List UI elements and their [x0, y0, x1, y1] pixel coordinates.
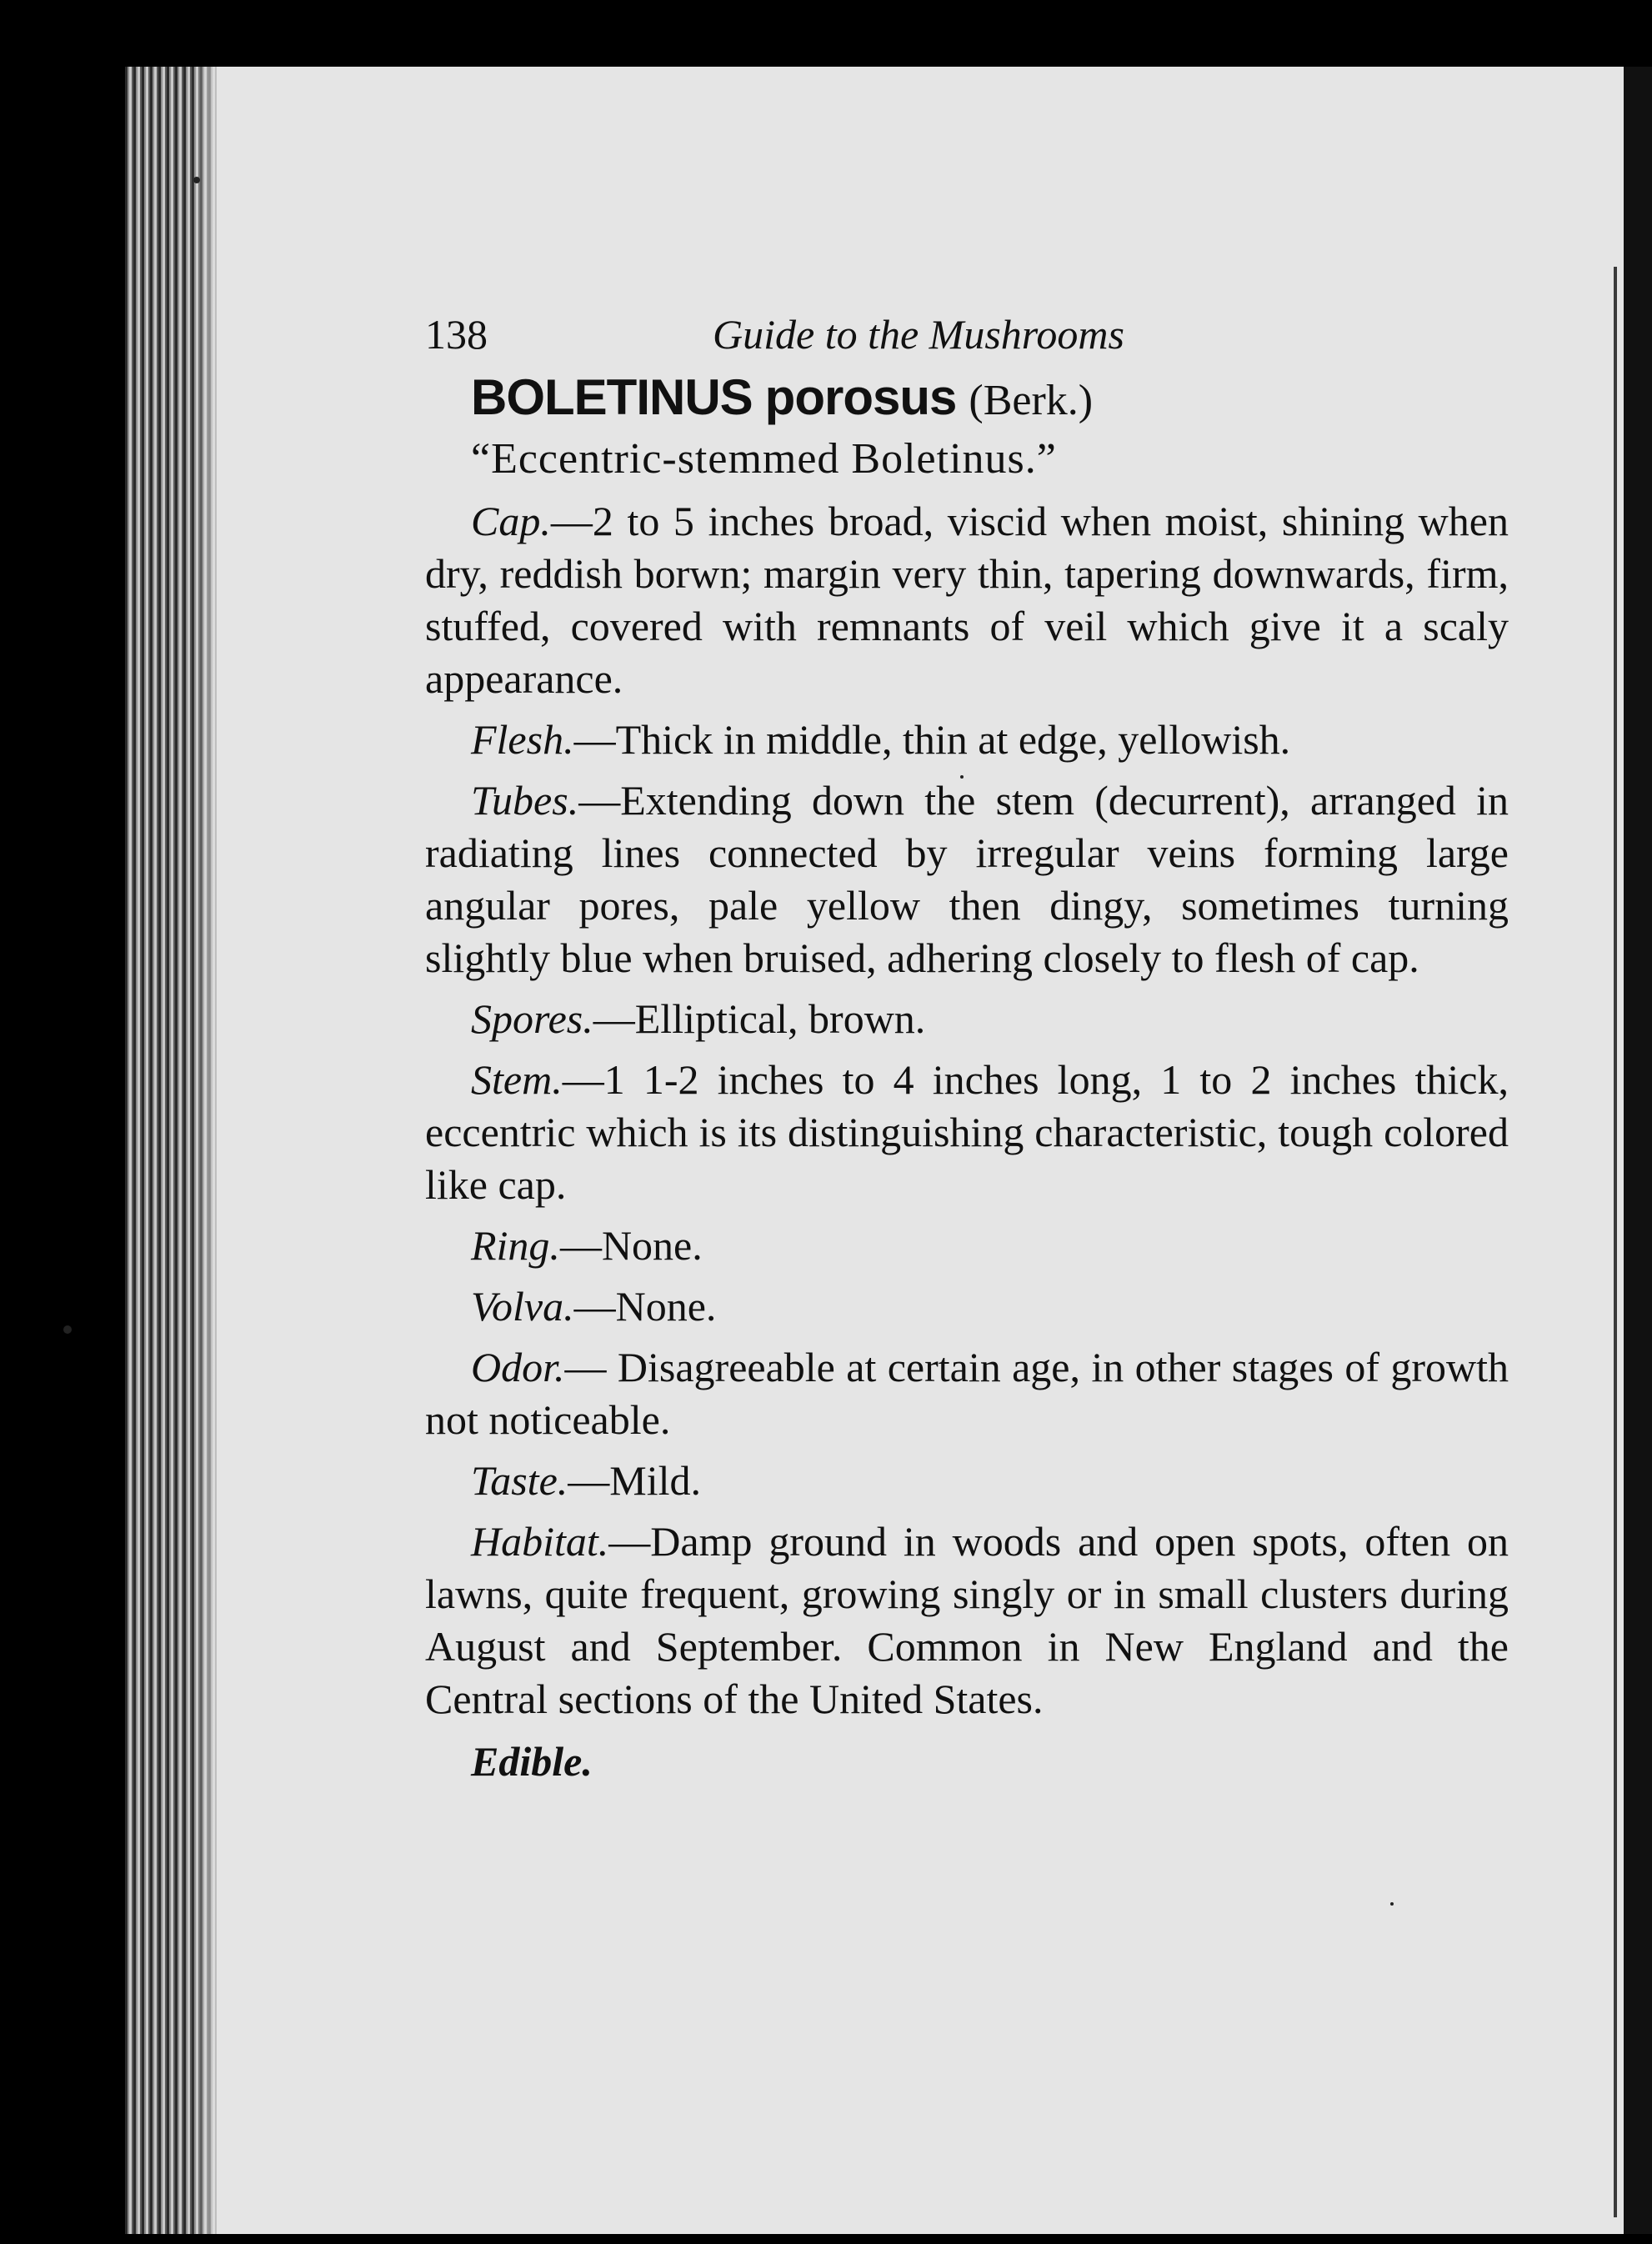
species-title	[471, 367, 1509, 432]
entry-cap	[425, 495, 1509, 705]
text-area	[425, 308, 1509, 1788]
entry-label: Flesh.	[471, 716, 574, 763]
entry-text: —None.	[559, 1222, 703, 1269]
genus-name: BOLETINUS	[471, 369, 753, 425]
entry-label: Ring.	[471, 1222, 560, 1269]
entry-text: —None.	[573, 1283, 717, 1330]
dust-speck	[63, 1325, 72, 1334]
entry-flesh	[425, 714, 1509, 766]
dust-speck	[1390, 1902, 1394, 1906]
entry-text: —2 to 5 inches broad, viscid when moist, shining when dry, reddish borwn; margin very thin, tapering downwards, firm, stuffed, covered with remnants of veil which give it a scaly appearance.	[425, 498, 1509, 702]
entry-label: Cap.	[471, 498, 551, 544]
entry-text: —Thick in middle, thin at edge, yellowish.	[573, 716, 1291, 763]
species-epithet: porosus	[764, 369, 957, 425]
entry-text: —Extending down the stem (decurrent), arranged in radiating lines connected by irregular veins forming large angular pores, pale yellow then dingy, sometimes turning slightly blue when bruised, adhering closely to flesh of cap.	[425, 777, 1509, 981]
running-head	[425, 308, 1509, 367]
entry-text: —Elliptical, brown.	[593, 995, 926, 1042]
entry-label: Odor.	[471, 1344, 565, 1390]
entry-odor	[425, 1341, 1509, 1446]
entry-ring	[425, 1220, 1509, 1272]
right-shadow-rule	[1614, 267, 1617, 2217]
entry-stem	[425, 1054, 1509, 1211]
entry-text: —Damp ground in woods and open spots, often on lawns, quite frequent, growing singly or in small clusters during August and September. Common in New England and the Central sections of the United States.	[425, 1518, 1509, 1722]
common-name: “Eccentric-stemmed Boletinus.”	[471, 435, 1057, 483]
edibility-note: Edible.	[471, 1738, 593, 1785]
entry-label: Habitat.	[471, 1518, 609, 1565]
entry-taste	[425, 1455, 1509, 1507]
page-edges-fade	[192, 67, 225, 2234]
entry-habitat	[425, 1515, 1509, 1726]
dust-speck	[193, 177, 200, 183]
entry-tubes	[425, 774, 1509, 984]
entry-label: Volva.	[471, 1283, 574, 1330]
entry-text: —1 1-2 inches to 4 inches long, 1 to 2 inches thick, eccentric which is its distinguishing characteristic, tough colored like cap.	[425, 1056, 1509, 1208]
entry-volva	[425, 1280, 1509, 1333]
entry-label: Stem.	[471, 1056, 563, 1103]
page-number: 138	[425, 311, 488, 358]
running-title: Guide to the Mushrooms	[713, 311, 1124, 358]
right-binding-edge	[1624, 67, 1652, 2234]
entry-text: — Disagreeable at certain age, in other stages of growth not noticeable.	[425, 1344, 1509, 1443]
entry-text: —Mild.	[568, 1457, 702, 1504]
entry-spores	[425, 993, 1509, 1045]
entry-label: Tubes.	[471, 777, 579, 824]
entry-label: Spores.	[471, 995, 593, 1042]
entry-label: Taste.	[471, 1457, 568, 1504]
species-authority: (Berk.)	[969, 377, 1094, 424]
